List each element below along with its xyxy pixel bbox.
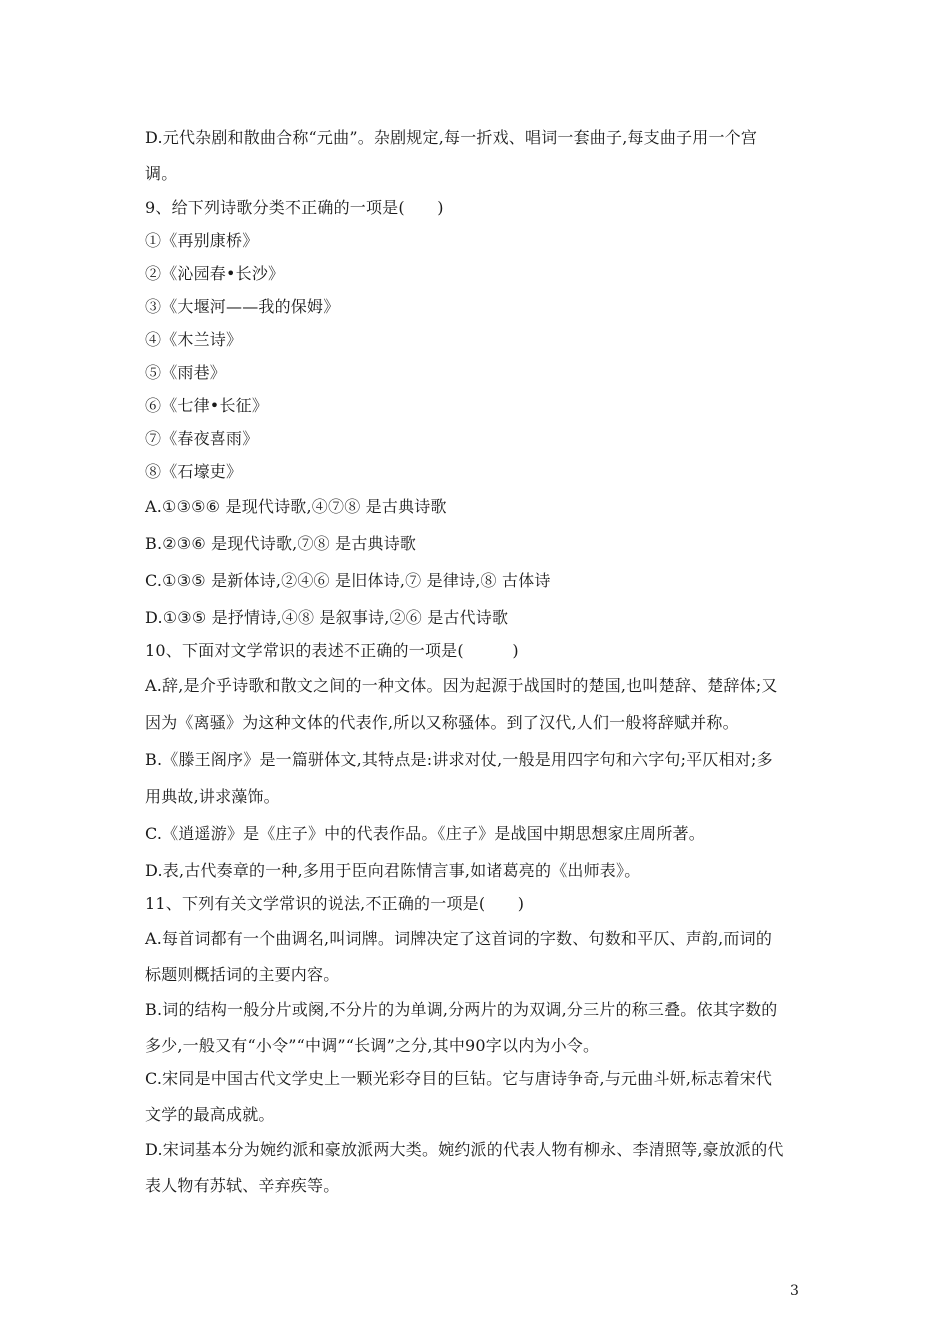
q9-item-5: ⑤《雨巷》 <box>145 363 227 382</box>
q9-item-7: ⑦《春夜喜雨》 <box>145 429 259 448</box>
q9-item-2: ②《沁园春•长沙》 <box>145 264 285 283</box>
q11-option-b-line2: 多少,一般又有“小令”“中调”“长调”之分,其中90字以内为小令。 <box>145 1036 600 1055</box>
q9-option-d: D.①③⑤ 是抒情诗,④⑧ 是叙事诗,②⑥ 是古代诗歌 <box>145 608 509 627</box>
q8-option-d-line2: 调。 <box>145 164 178 183</box>
q10-option-a-line2: 因为《离骚》为这种文体的代表作,所以又称骚体。到了汉代,人们一般将辞赋并称。 <box>145 713 739 732</box>
q9-item-8: ⑧《石壕吏》 <box>145 462 243 481</box>
q8-option-d-line1: D.元代杂剧和散曲合称“元曲”。杂剧规定,每一折戏、唱词一套曲子,每支曲子用一个宫 <box>145 128 758 147</box>
q9-option-c: C.①③⑤ 是新体诗,②④⑥ 是旧体诗,⑦ 是律诗,⑧ 古体诗 <box>145 571 551 590</box>
q11-option-d-line1: D.宋词基本分为婉约派和豪放派两大类。婉约派的代表人物有柳永、李清照等,豪放派的代 <box>145 1140 784 1159</box>
q9-option-a: A.①③⑤⑥ 是现代诗歌,④⑦⑧ 是古典诗歌 <box>145 497 447 516</box>
q11-option-a-line1: A.每首词都有一个曲调名,叫词牌。词牌决定了这首词的字数、句数和平仄、声韵,而词的 <box>145 929 773 948</box>
q9-stem: 9、给下列诗歌分类不正确的一项是( ) <box>145 198 444 217</box>
q10-option-b-line2: 用典故,讲求藻饰。 <box>145 787 280 806</box>
q9-option-b: B.②③⑥ 是现代诗歌,⑦⑧ 是古典诗歌 <box>145 534 417 553</box>
page-number: 3 <box>790 1283 799 1299</box>
q11-option-a-line2: 标题则概括词的主要内容。 <box>145 965 340 984</box>
q10-option-d: D.表,古代奏章的一种,多用于臣向君陈情言事,如诸葛亮的《出师表》。 <box>145 861 641 880</box>
q9-item-3: ③《大堰河——我的保姆》 <box>145 297 340 316</box>
q10-stem: 10、下面对文学常识的表述不正确的一项是( ) <box>145 641 519 660</box>
q11-option-b-line1: B.词的结构一般分片或阕,不分片的为单调,分两片的为双调,分三片的称三叠。依其字数的 <box>145 1000 778 1019</box>
q9-item-4: ④《木兰诗》 <box>145 330 243 349</box>
q9-item-1: ①《再别康桥》 <box>145 231 259 250</box>
q10-option-c: C.《逍遥游》是《庄子》中的代表作品。《庄子》是战国中期思想家庄周所著。 <box>145 824 705 843</box>
q11-option-c-line2: 文学的最高成就。 <box>145 1105 275 1124</box>
q11-stem: 11、下列有关文学常识的说法,不正确的一项是( ) <box>145 894 525 913</box>
q10-option-a-line1: A.辞,是介乎诗歌和散文之间的一种文体。因为起源于战国时的楚国,也叫楚辞、楚辞体;又 <box>145 676 778 695</box>
q9-item-6: ⑥《七律•长征》 <box>145 396 269 415</box>
q10-option-b-line1: B.《滕王阁序》是一篇骈体文,其特点是:讲求对仗,一般是用四字句和六字句;平仄相对;多 <box>145 750 773 769</box>
q11-option-d-line2: 表人物有苏轼、辛弃疾等。 <box>145 1176 340 1195</box>
q11-option-c-line1: C.宋同是中国古代文学史上一颗光彩夺目的巨钻。它与唐诗争奇,与元曲斗妍,标志着宋代 <box>145 1069 773 1088</box>
